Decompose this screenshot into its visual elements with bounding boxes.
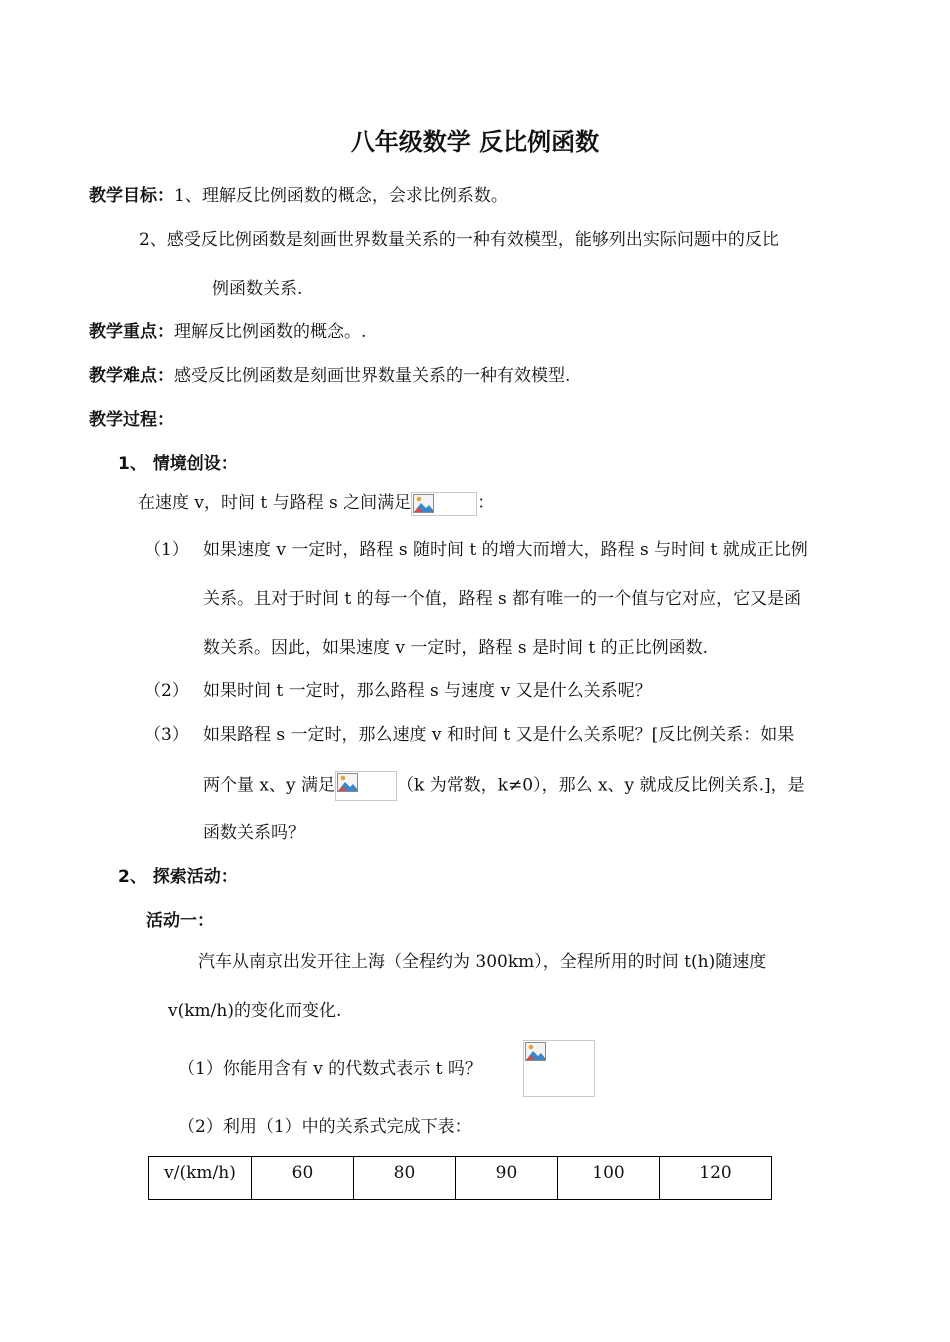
goal-item-1: 1、理解反比例函数的概念，会求比例系数。 — [174, 186, 508, 206]
table-cell: 60 — [252, 1157, 354, 1200]
section-1-heading: 1、 情境创设： — [118, 454, 238, 474]
intro-colon: ： — [477, 493, 495, 513]
formula-image-svt — [411, 492, 477, 516]
item-3-line-1: 如果路程 s 一定时，那么速度 v 和时间 t 又是什么关系呢？[反比例关系：如果 — [203, 725, 795, 745]
goal-line-1 — [89, 184, 508, 208]
broken-image-icon — [337, 773, 358, 792]
table-row — [149, 1157, 772, 1200]
table-header-cell: v/(km/h) — [149, 1157, 252, 1200]
activity-paragraph-line-2: v(km/h)的变化而变化. — [168, 1001, 342, 1021]
difficulty-label: 教学难点： — [89, 366, 174, 386]
formula-image-xy — [335, 771, 397, 801]
table-cell: 100 — [558, 1157, 660, 1200]
question-2: （2）利用（1）中的关系式完成下表： — [178, 1117, 472, 1137]
item-3-line-2 — [203, 771, 805, 801]
table-cell: 80 — [354, 1157, 456, 1200]
activity-paragraph-line-1: 汽车从南京出发开往上海（全程约为 300km），全程所用的时间 t(h)随速度 — [198, 952, 767, 972]
section-2-heading: 2、 探索活动： — [118, 867, 238, 887]
item-1-number: （1） — [144, 540, 189, 560]
goal-item-2a: 2、感受反比例函数是刻画世界数量关系的一种有效模型，能够列出实际问题中的反比 — [139, 230, 779, 250]
table-cell: 120 — [660, 1157, 772, 1200]
difficulty-line — [89, 364, 570, 388]
focus-line — [89, 320, 366, 344]
formula-image-t — [523, 1040, 595, 1097]
item-2-number: （2） — [144, 681, 189, 701]
item-3-line-2-text: 两个量 x、y 满足 — [203, 775, 335, 796]
item-1-line-1: 如果速度 v 一定时，路程 s 随时间 t 的增大而增大，路程 s 与时间 t 就成正比例 — [203, 540, 808, 560]
activity-1-label: 活动一： — [146, 911, 214, 931]
goal-item-2b: 例函数关系. — [212, 279, 303, 299]
document-title: 八年级数学 反比例函数 — [350, 128, 600, 156]
focus-label: 教学重点： — [89, 322, 174, 342]
section-1-intro — [138, 491, 494, 516]
goal-label: 教学目标： — [89, 186, 174, 206]
broken-image-icon — [413, 494, 434, 513]
item-2-line-1: 如果时间 t 一定时，那么路程 s 与速度 v 又是什么关系呢？ — [203, 681, 652, 701]
question-1: （1）你能用含有 v 的代数式表示 t 吗？ — [178, 1059, 482, 1079]
table-cell: 90 — [456, 1157, 558, 1200]
broken-image-icon — [525, 1042, 546, 1061]
difficulty-text: 感受反比例函数是刻画世界数量关系的一种有效模型. — [174, 366, 571, 386]
item-1-line-3: 数关系。因此，如果速度 v 一定时，路程 s 是时间 t 的正比例函数. — [203, 638, 708, 658]
item-3-line-2-rest: （k 为常数，k≠0），那么 x、y 就成反比例关系.]，是 — [397, 775, 805, 796]
process-label: 教学过程： — [89, 410, 174, 430]
intro-text: 在速度 v，时间 t 与路程 s 之间满足 — [138, 493, 412, 513]
item-1-line-2: 关系。且对于时间 t 的每一个值，路程 s 都有唯一的一个值与它对应，它又是函 — [203, 589, 802, 609]
item-3-number: （3） — [144, 725, 189, 745]
item-3-line-3: 函数关系吗？ — [203, 823, 305, 843]
speed-table — [148, 1156, 772, 1200]
focus-text: 理解反比例函数的概念。. — [174, 322, 367, 342]
